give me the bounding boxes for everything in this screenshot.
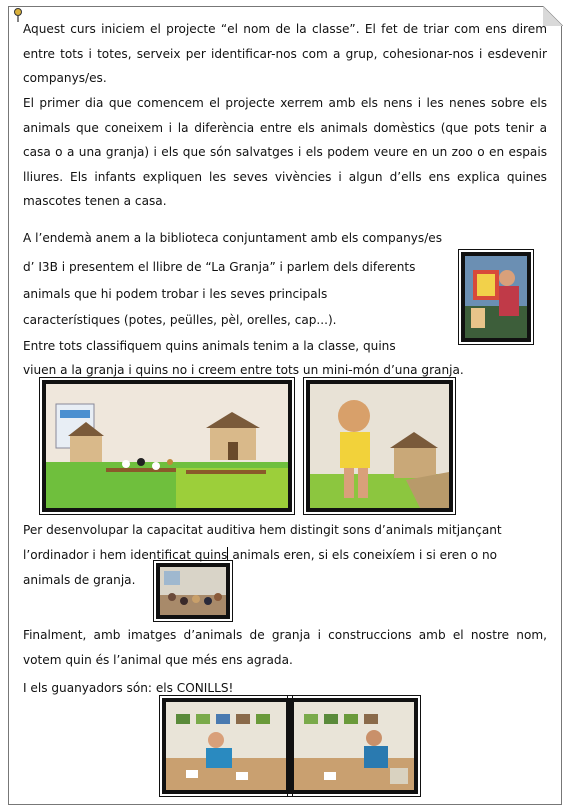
farm-miniworld-photo xyxy=(42,380,292,512)
library-story-photo xyxy=(461,252,531,342)
child-playing-farm-photo xyxy=(306,380,453,512)
voting-photo-right xyxy=(290,698,418,794)
sounds-line-2-start: l’ordinador i hem identificat quins xyxy=(23,548,228,562)
voting-paragraph: Finalment, amb imatges d’animals de granja i construccions amb el nostre nom, votem quin és l’animal que més ens agrada. xyxy=(23,628,547,667)
voting-photo-left xyxy=(162,698,290,794)
sounds-line-3: animals de granja. xyxy=(23,573,136,587)
winners-highlight: CONILLS! xyxy=(176,681,234,695)
intro-paragraph: Aquest curs iniciem el projecte “el nom de la classe”. El fet de triar com ens direm entre tots i totes, serveix per identificar-nos com a grup, cohesionar-nos i esdevenir companys/es. xyxy=(23,22,547,85)
library-line-4: característiques (potes, peülles, pèl, orelles, cap...). xyxy=(23,313,337,327)
library-line-6: viuen a la granja i quins no i creem entre tots un mini-món d’una granja. xyxy=(23,363,464,377)
first-day-paragraph: El primer dia que comencem el projecte xerrem amb els nens i les nenes sobre els animals que coneixem i la diferència entre els animals domèstics (que pots tenir a casa o a una granja) i els que són salvatges i els podem veure en un zoo o en espais lliures. Els infants expliquen les seves vivències i algun d’ells ens explica quines mascotes tenen a casa. xyxy=(23,96,547,208)
sounds-line-2-rest: animals eren, si els coneixíem i si eren o no xyxy=(228,548,498,562)
library-line-3: animals que hi podem trobar i les seves principals xyxy=(23,287,328,301)
winners-prefix: I els guanyadors són: els xyxy=(23,681,177,695)
class-listening-photo xyxy=(156,563,230,619)
library-line-1: A l’endemà anem a la biblioteca conjuntament amb els companys/es xyxy=(23,231,443,245)
library-line-5: Entre tots classifiquem quins animals tenim a la classe, quins xyxy=(23,339,396,353)
winners-line xyxy=(23,676,547,701)
library-line-2: d’ I3B i presentem el llibre de “La Granja” i parlem dels diferents xyxy=(23,260,416,274)
sounds-line-1: Per desenvolupar la capacitat auditiva hem distingit sons d’animals mitjançant xyxy=(23,523,502,537)
sounds-line-2 xyxy=(23,543,547,568)
